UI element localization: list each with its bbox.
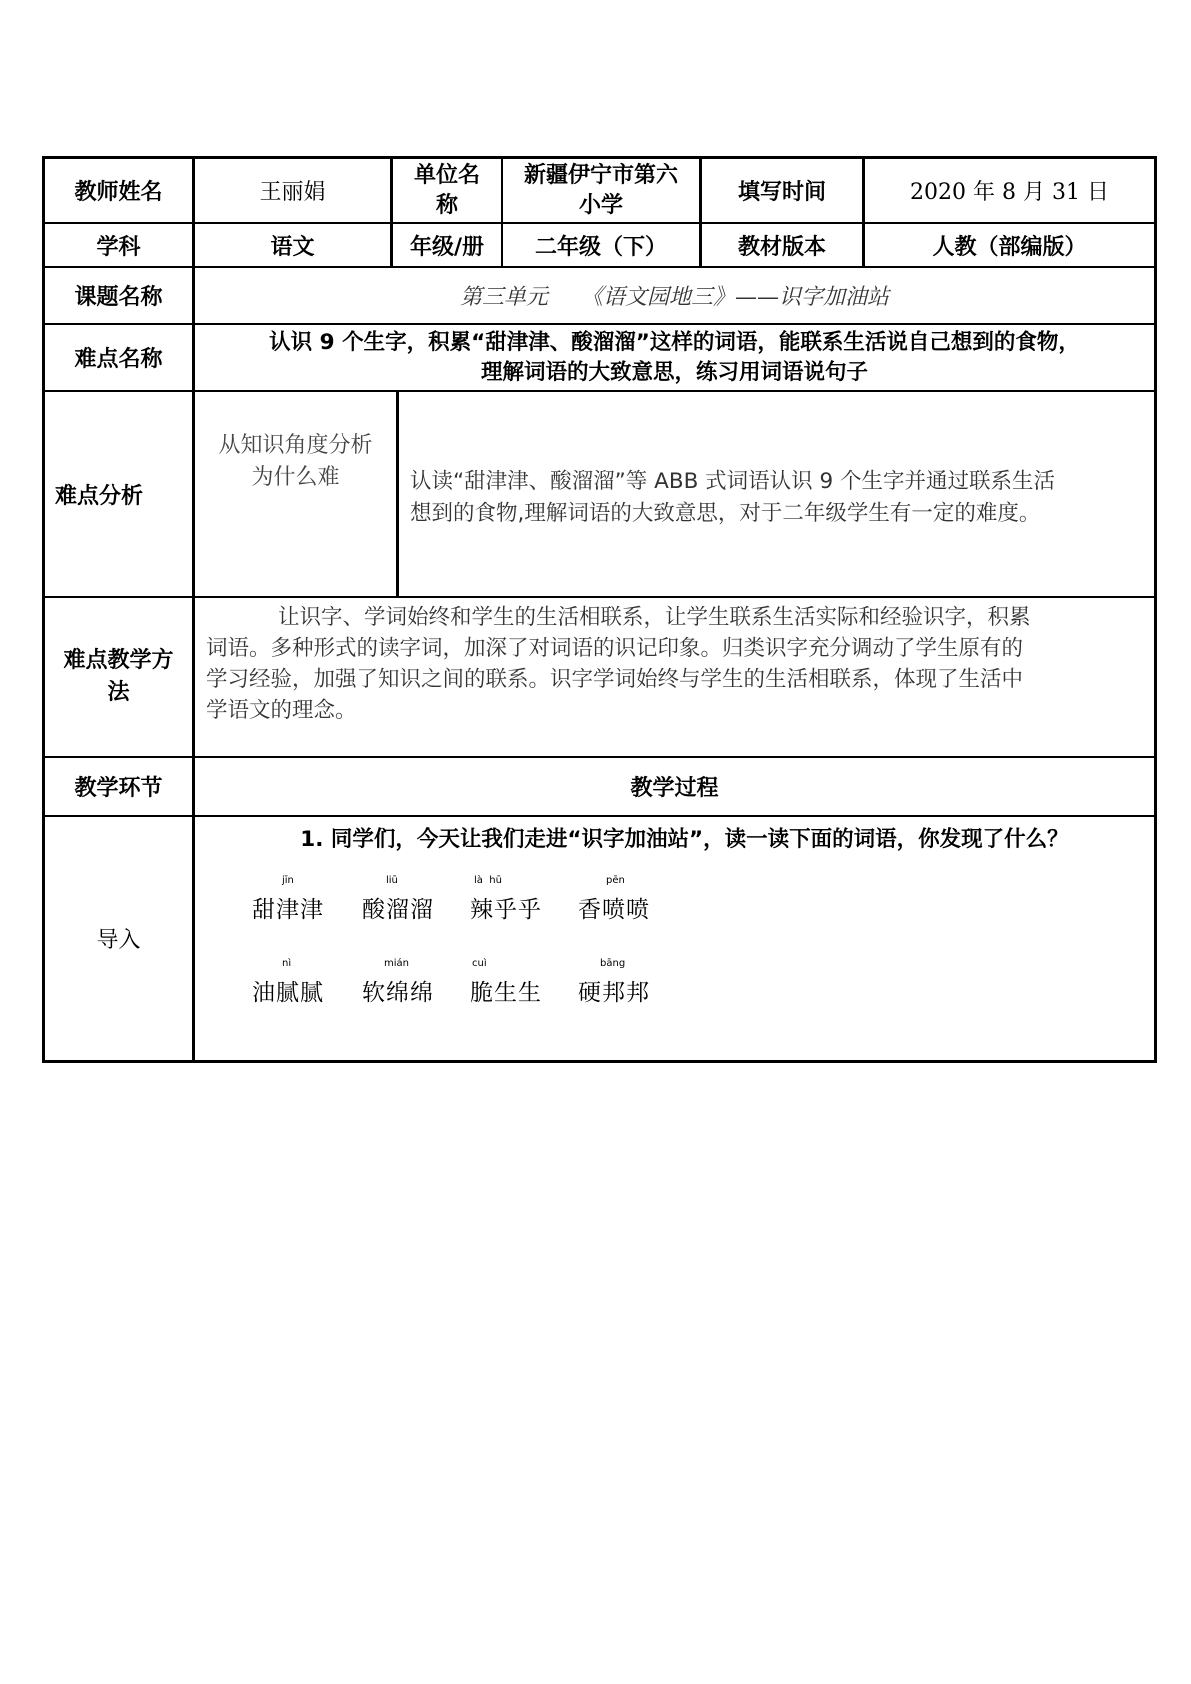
column-divider — [396, 390, 399, 598]
word-text: 香喷喷 — [578, 897, 650, 923]
analysis-text — [410, 466, 1145, 530]
date-value: 2020 年 8 月 31 日 — [910, 180, 1109, 205]
process-label: 教学过程 — [630, 776, 719, 801]
word-item — [252, 958, 352, 1008]
difficulty-label: 难点名称 — [74, 347, 163, 372]
method-label — [45, 598, 192, 756]
word-item — [362, 875, 462, 925]
subject-value: 语文 — [270, 234, 315, 260]
word-text: 软绵绵 — [362, 980, 434, 1006]
method-text — [206, 602, 1146, 726]
word-pinyin: liū — [386, 875, 398, 886]
table-border-right — [1154, 156, 1157, 1063]
word-item — [470, 958, 570, 1008]
analysis-sub-label — [195, 392, 396, 532]
word-pinyin: pēn — [606, 875, 625, 886]
word-pinyin: mián — [384, 958, 409, 969]
word-text: 脆生生 — [470, 980, 542, 1006]
word-pinyin: bāng — [600, 958, 626, 969]
table-border-bottom — [42, 1060, 1157, 1063]
stage-label: 教学环节 — [74, 776, 163, 801]
date-label: 填写时间 — [737, 180, 826, 205]
difficulty-line1: 认识 9 个生字，积累“甜津津、酸溜溜”这样的词语，能联系生活说自己想到的食物， — [269, 329, 1080, 355]
word-text: 酸溜溜 — [362, 897, 434, 923]
difficulty-value — [195, 325, 1154, 390]
subject-label: 学科 — [96, 234, 141, 260]
topic-label: 课题名称 — [74, 285, 163, 310]
word-pinyin: nì — [282, 958, 292, 969]
word-item — [578, 958, 678, 1008]
unit-value-line1: 新疆伊宁市第六 — [523, 162, 678, 188]
word-pinyin: là hū — [474, 875, 502, 886]
method-label-line2: 法 — [107, 680, 130, 705]
method-line1: 让识字、学词始终和学生的生活相联系，让学生联系生活实际和经验识字，积累 — [278, 605, 1031, 630]
analysis-line2: 想到的食物,理解词语的大致意思，对于二年级学生有一定的难度。 — [410, 501, 1041, 526]
word-pinyin: jīn — [282, 875, 294, 886]
word-text: 辣乎乎 — [470, 897, 542, 923]
method-line4: 学语文的理念。 — [206, 698, 357, 723]
unit-label — [393, 159, 501, 222]
method-line2: 词语。多种形式的读字词，加深了对词语的识记印象。归类识字充分调动了学生原有的 — [206, 636, 1024, 661]
topic-value: 第三单元 《语文园地三》——识字加油站 — [459, 285, 889, 310]
textbook-label: 教材版本 — [737, 234, 826, 260]
unit-label-line2: 称 — [435, 192, 458, 218]
row-divider — [42, 815, 1157, 817]
difficulty-line2: 理解词语的大致意思，练习用词语说句子 — [480, 359, 868, 385]
intro-label: 导入 — [96, 928, 141, 953]
unit-value-line2: 小学 — [578, 192, 623, 218]
analysis-label: 难点分析 — [55, 483, 144, 509]
teacher-name-label: 教师姓名 — [74, 180, 163, 205]
method-label-line1: 难点教学方 — [63, 648, 174, 673]
word-item — [470, 875, 570, 925]
textbook-value: 人教（部编版） — [932, 234, 1087, 260]
analysis-line1: 认读“甜津津、酸溜溜”等 ABB 式词语认识 9 个生字并通过联系生活 — [410, 469, 1056, 494]
intro-question: 1. 同学们，今天让我们走进“识字加油站”，读一读下面的词语，你发现了什么？ — [300, 826, 1069, 852]
method-line3: 学习经验，加强了知识之间的联系。识字学词始终与学生的生活相联系，体现了生活中 — [206, 667, 1024, 692]
grade-value: 二年级（下） — [534, 234, 667, 260]
word-item — [578, 875, 678, 925]
unit-value — [503, 159, 699, 222]
word-item — [252, 875, 352, 925]
analysis-sub-label-line1: 从知识角度分析 — [218, 433, 373, 458]
word-text: 油腻腻 — [252, 980, 324, 1006]
word-pinyin: cuì — [472, 958, 487, 969]
word-item — [362, 958, 462, 1008]
unit-label-line1: 单位名 — [413, 162, 480, 188]
row-divider — [42, 596, 1157, 598]
teacher-name-value: 王丽娟 — [259, 180, 326, 205]
word-text: 甜津津 — [252, 897, 324, 923]
analysis-sub-label-line2: 为什么难 — [251, 465, 340, 490]
word-text: 硬邦邦 — [578, 980, 650, 1006]
grade-label: 年级/册 — [409, 234, 485, 260]
